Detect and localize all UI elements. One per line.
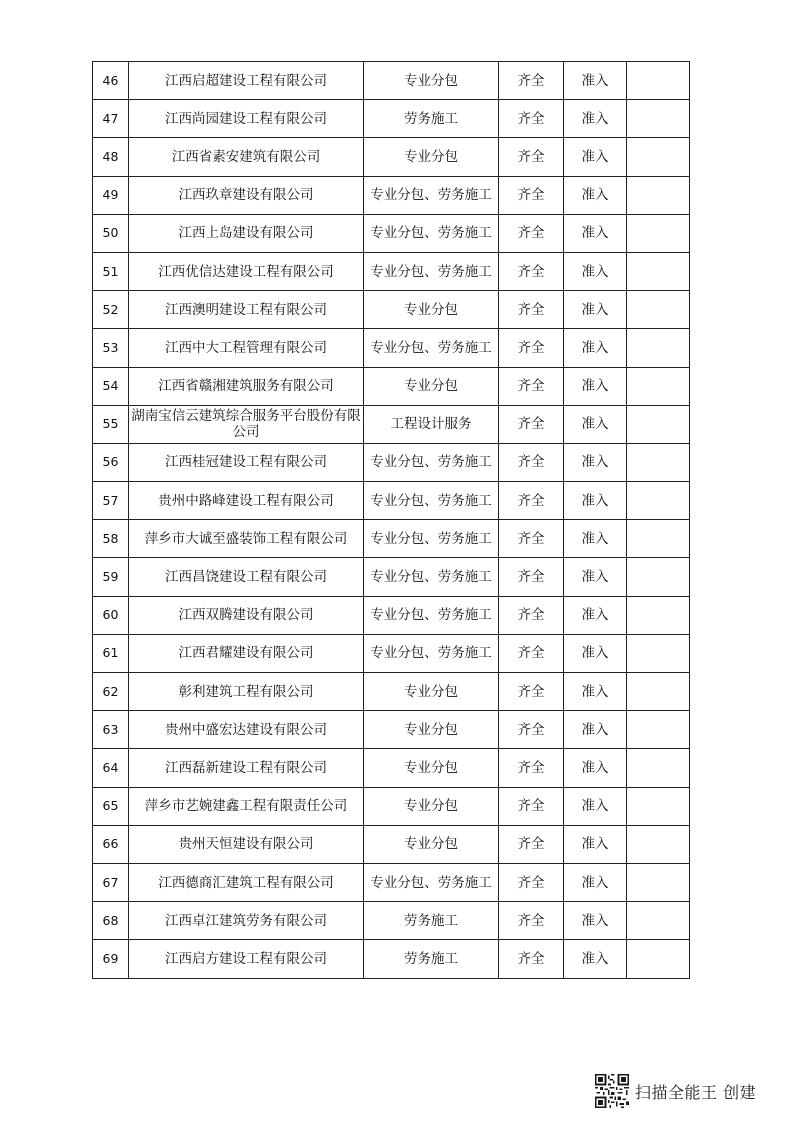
table-row bbox=[93, 100, 690, 138]
table-row bbox=[93, 291, 690, 329]
business-scope-cell: 专业分包、劳务施工 bbox=[364, 214, 499, 252]
business-scope-cell: 专业分包、劳务施工 bbox=[364, 329, 499, 367]
company-name-cell: 江西双腾建设有限公司 bbox=[129, 596, 364, 634]
table-row bbox=[93, 367, 690, 405]
row-number-cell: 68 bbox=[93, 902, 129, 940]
row-number-cell: 52 bbox=[93, 291, 129, 329]
business-scope-cell: 工程设计服务 bbox=[364, 405, 499, 443]
materials-status-cell: 齐全 bbox=[499, 711, 564, 749]
business-scope-cell: 专业分包、劳务施工 bbox=[364, 558, 499, 596]
remark-cell bbox=[627, 482, 690, 520]
materials-status-cell: 齐全 bbox=[499, 787, 564, 825]
business-scope-cell: 专业分包 bbox=[364, 291, 499, 329]
row-number-cell: 46 bbox=[93, 62, 129, 100]
table-row bbox=[93, 482, 690, 520]
company-name-cell: 江西优信达建设工程有限公司 bbox=[129, 252, 364, 290]
materials-status-cell: 齐全 bbox=[499, 482, 564, 520]
admission-result-cell: 准入 bbox=[564, 176, 627, 214]
table-row bbox=[93, 214, 690, 252]
row-number-cell: 56 bbox=[93, 443, 129, 481]
materials-status-cell: 齐全 bbox=[499, 176, 564, 214]
row-number-cell: 51 bbox=[93, 252, 129, 290]
materials-status-cell: 齐全 bbox=[499, 749, 564, 787]
company-name-cell: 江西澳明建设工程有限公司 bbox=[129, 291, 364, 329]
materials-status-cell: 齐全 bbox=[499, 673, 564, 711]
remark-cell bbox=[627, 100, 690, 138]
materials-status-cell: 齐全 bbox=[499, 138, 564, 176]
table-row bbox=[93, 138, 690, 176]
business-scope-cell: 专业分包、劳务施工 bbox=[364, 443, 499, 481]
company-name-cell: 贵州中盛宏达建设有限公司 bbox=[129, 711, 364, 749]
admission-result-cell: 准入 bbox=[564, 596, 627, 634]
business-scope-cell: 专业分包、劳务施工 bbox=[364, 482, 499, 520]
table-row bbox=[93, 405, 690, 443]
table-row bbox=[93, 634, 690, 672]
row-number-cell: 69 bbox=[93, 940, 129, 978]
company-name-cell: 江西尚园建设工程有限公司 bbox=[129, 100, 364, 138]
remark-cell bbox=[627, 596, 690, 634]
remark-cell bbox=[627, 443, 690, 481]
materials-status-cell: 齐全 bbox=[499, 940, 564, 978]
table-row bbox=[93, 749, 690, 787]
row-number-cell: 63 bbox=[93, 711, 129, 749]
company-name-cell: 贵州中路峰建设工程有限公司 bbox=[129, 482, 364, 520]
scanner-watermark bbox=[595, 1072, 756, 1110]
company-name-cell: 江西玖章建设有限公司 bbox=[129, 176, 364, 214]
table-row bbox=[93, 673, 690, 711]
company-name-cell: 江西德商汇建筑工程有限公司 bbox=[129, 863, 364, 901]
remark-cell bbox=[627, 902, 690, 940]
table-row bbox=[93, 596, 690, 634]
company-name-cell: 江西启方建设工程有限公司 bbox=[129, 940, 364, 978]
table-body bbox=[93, 62, 690, 979]
admission-result-cell: 准入 bbox=[564, 558, 627, 596]
remark-cell bbox=[627, 711, 690, 749]
row-number-cell: 67 bbox=[93, 863, 129, 901]
table-row bbox=[93, 558, 690, 596]
table-row bbox=[93, 863, 690, 901]
company-name-cell: 贵州天恒建设有限公司 bbox=[129, 825, 364, 863]
business-scope-cell: 劳务施工 bbox=[364, 940, 499, 978]
remark-cell bbox=[627, 367, 690, 405]
admission-result-cell: 准入 bbox=[564, 367, 627, 405]
company-name-cell: 江西省赣湘建筑服务有限公司 bbox=[129, 367, 364, 405]
row-number-cell: 60 bbox=[93, 596, 129, 634]
company-name-cell: 江西昌饶建设工程有限公司 bbox=[129, 558, 364, 596]
row-number-cell: 54 bbox=[93, 367, 129, 405]
materials-status-cell: 齐全 bbox=[499, 214, 564, 252]
company-name-cell: 萍乡市艺婉建鑫工程有限责任公司 bbox=[129, 787, 364, 825]
materials-status-cell: 齐全 bbox=[499, 252, 564, 290]
materials-status-cell: 齐全 bbox=[499, 902, 564, 940]
qr-code-icon bbox=[595, 1074, 629, 1108]
remark-cell bbox=[627, 520, 690, 558]
materials-status-cell: 齐全 bbox=[499, 863, 564, 901]
company-name-cell: 江西君耀建设有限公司 bbox=[129, 634, 364, 672]
materials-status-cell: 齐全 bbox=[499, 558, 564, 596]
table-row bbox=[93, 940, 690, 978]
admission-result-cell: 准入 bbox=[564, 252, 627, 290]
row-number-cell: 50 bbox=[93, 214, 129, 252]
table-row bbox=[93, 711, 690, 749]
company-name-cell: 江西启超建设工程有限公司 bbox=[129, 62, 364, 100]
business-scope-cell: 专业分包 bbox=[364, 787, 499, 825]
remark-cell bbox=[627, 787, 690, 825]
business-scope-cell: 专业分包、劳务施工 bbox=[364, 634, 499, 672]
remark-cell bbox=[627, 940, 690, 978]
company-admission-table bbox=[92, 61, 690, 979]
admission-result-cell: 准入 bbox=[564, 138, 627, 176]
row-number-cell: 62 bbox=[93, 673, 129, 711]
row-number-cell: 48 bbox=[93, 138, 129, 176]
materials-status-cell: 齐全 bbox=[499, 596, 564, 634]
row-number-cell: 49 bbox=[93, 176, 129, 214]
company-name-cell: 江西桂冠建设工程有限公司 bbox=[129, 443, 364, 481]
admission-result-cell: 准入 bbox=[564, 405, 627, 443]
materials-status-cell: 齐全 bbox=[499, 367, 564, 405]
admission-result-cell: 准入 bbox=[564, 940, 627, 978]
company-name-cell: 江西省素安建筑有限公司 bbox=[129, 138, 364, 176]
row-number-cell: 55 bbox=[93, 405, 129, 443]
remark-cell bbox=[627, 138, 690, 176]
admission-result-cell: 准入 bbox=[564, 711, 627, 749]
admission-result-cell: 准入 bbox=[564, 520, 627, 558]
remark-cell bbox=[627, 749, 690, 787]
table-row bbox=[93, 902, 690, 940]
materials-status-cell: 齐全 bbox=[499, 520, 564, 558]
remark-cell bbox=[627, 176, 690, 214]
remark-cell bbox=[627, 291, 690, 329]
admission-result-cell: 准入 bbox=[564, 443, 627, 481]
materials-status-cell: 齐全 bbox=[499, 634, 564, 672]
business-scope-cell: 劳务施工 bbox=[364, 902, 499, 940]
admission-result-cell: 准入 bbox=[564, 482, 627, 520]
business-scope-cell: 劳务施工 bbox=[364, 100, 499, 138]
admission-result-cell: 准入 bbox=[564, 291, 627, 329]
admission-result-cell: 准入 bbox=[564, 673, 627, 711]
table-row bbox=[93, 443, 690, 481]
admission-result-cell: 准入 bbox=[564, 787, 627, 825]
admission-result-cell: 准入 bbox=[564, 825, 627, 863]
remark-cell bbox=[627, 825, 690, 863]
admission-result-cell: 准入 bbox=[564, 62, 627, 100]
business-scope-cell: 专业分包 bbox=[364, 138, 499, 176]
row-number-cell: 57 bbox=[93, 482, 129, 520]
table-row bbox=[93, 825, 690, 863]
row-number-cell: 61 bbox=[93, 634, 129, 672]
remark-cell bbox=[627, 558, 690, 596]
row-number-cell: 53 bbox=[93, 329, 129, 367]
materials-status-cell: 齐全 bbox=[499, 825, 564, 863]
business-scope-cell: 专业分包、劳务施工 bbox=[364, 520, 499, 558]
business-scope-cell: 专业分包 bbox=[364, 367, 499, 405]
remark-cell bbox=[627, 634, 690, 672]
row-number-cell: 65 bbox=[93, 787, 129, 825]
company-name-cell: 江西上岛建设有限公司 bbox=[129, 214, 364, 252]
company-name-cell: 彰利建筑工程有限公司 bbox=[129, 673, 364, 711]
admission-result-cell: 准入 bbox=[564, 634, 627, 672]
table-row bbox=[93, 62, 690, 100]
company-name-cell: 江西磊新建设工程有限公司 bbox=[129, 749, 364, 787]
table-row bbox=[93, 520, 690, 558]
business-scope-cell: 专业分包 bbox=[364, 711, 499, 749]
row-number-cell: 47 bbox=[93, 100, 129, 138]
remark-cell bbox=[627, 863, 690, 901]
business-scope-cell: 专业分包 bbox=[364, 749, 499, 787]
admission-result-cell: 准入 bbox=[564, 100, 627, 138]
admission-result-cell: 准入 bbox=[564, 214, 627, 252]
company-name-cell: 江西卓江建筑劳务有限公司 bbox=[129, 902, 364, 940]
business-scope-cell: 专业分包、劳务施工 bbox=[364, 176, 499, 214]
materials-status-cell: 齐全 bbox=[499, 62, 564, 100]
materials-status-cell: 齐全 bbox=[499, 291, 564, 329]
company-name-cell: 萍乡市大诚至盛装饰工程有限公司 bbox=[129, 520, 364, 558]
table-row bbox=[93, 176, 690, 214]
row-number-cell: 66 bbox=[93, 825, 129, 863]
remark-cell bbox=[627, 252, 690, 290]
business-scope-cell: 专业分包、劳务施工 bbox=[364, 252, 499, 290]
row-number-cell: 58 bbox=[93, 520, 129, 558]
company-name-cell: 江西中大工程管理有限公司 bbox=[129, 329, 364, 367]
remark-cell bbox=[627, 405, 690, 443]
row-number-cell: 64 bbox=[93, 749, 129, 787]
admission-result-cell: 准入 bbox=[564, 902, 627, 940]
materials-status-cell: 齐全 bbox=[499, 443, 564, 481]
business-scope-cell: 专业分包、劳务施工 bbox=[364, 596, 499, 634]
remark-cell bbox=[627, 62, 690, 100]
remark-cell bbox=[627, 329, 690, 367]
table-row bbox=[93, 252, 690, 290]
remark-cell bbox=[627, 673, 690, 711]
admission-result-cell: 准入 bbox=[564, 329, 627, 367]
business-scope-cell: 专业分包 bbox=[364, 62, 499, 100]
business-scope-cell: 专业分包 bbox=[364, 825, 499, 863]
materials-status-cell: 齐全 bbox=[499, 329, 564, 367]
admission-result-cell: 准入 bbox=[564, 863, 627, 901]
watermark-text: 扫描全能王 创建 bbox=[635, 1082, 757, 1102]
admission-result-cell: 准入 bbox=[564, 749, 627, 787]
row-number-cell: 59 bbox=[93, 558, 129, 596]
business-scope-cell: 专业分包、劳务施工 bbox=[364, 863, 499, 901]
remark-cell bbox=[627, 214, 690, 252]
business-scope-cell: 专业分包 bbox=[364, 673, 499, 711]
materials-status-cell: 齐全 bbox=[499, 405, 564, 443]
table-row bbox=[93, 787, 690, 825]
company-name-cell: 湖南宝信云建筑综合服务平台股份有限公司 bbox=[129, 405, 364, 443]
table-row bbox=[93, 329, 690, 367]
materials-status-cell: 齐全 bbox=[499, 100, 564, 138]
